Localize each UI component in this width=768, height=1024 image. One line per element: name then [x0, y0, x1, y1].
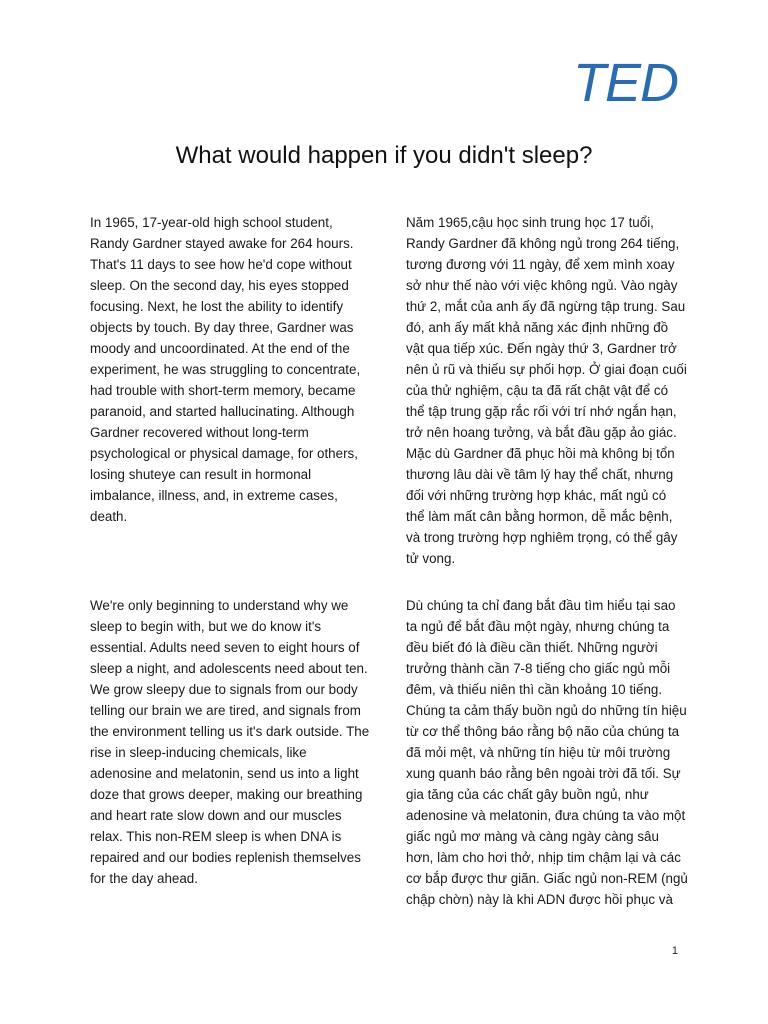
- vietnamese-paragraph-2: [406, 595, 688, 910]
- english-paragraph-1-text: In 1965, 17-year-old high school student, Randy Gardner stayed awake for 264 hours. That's 11 days to see how he'd cope without sleep. On the second day, his eyes stopped focusing. Next, he lost the ability to identify objects by touch. By day three, Gardner was moody and uncoordinated. At the end of the experiment, he was struggling to concentrate, had trouble with short-term memory, became paranoid, and started hallucinating. Although Gardner recovered without long-term psychological or physical damage, for others, losing shuteye can result in hormonal imbalance, illness, and, in extreme cases, death.: [90, 215, 361, 524]
- english-paragraph-1: [90, 212, 372, 527]
- document-title: What would happen if you didn't sleep?: [175, 142, 593, 169]
- ted-logo: TED: [573, 53, 678, 113]
- vietnamese-paragraph-2-text: Dù chúng ta chỉ đang bắt đầu tìm hiểu tại sao ta ngủ để bắt đầu một ngày, nhưng chúng ta đều biết đó là điều cần thiết. Những người trưởng thành cần 7-8 tiếng cho giấc ngủ mỗi đêm, và thiếu niên thì cần khoảng 10 tiếng. Chúng ta cảm thấy buồn ngủ do những tín hiệu từ cơ thể thông báo rằng bộ não của chúng ta đã mỏi mệt, và những tín hiệu từ môi trường xung quanh báo rằng bên ngoài trời đã tối. Sự gia tăng của các chất gây buồn ngủ, như adenosine và melatonin, đưa chúng ta vào một giấc ngủ mơ màng và càng ngày càng sâu hơn, làm cho hơi thở, nhịp tim chậm lại và các cơ bắp được thư giãn. Giấc ngủ non-REM (ngủ chập chờn) này là khi ADN được hồi phục và: [406, 598, 688, 907]
- vietnamese-paragraph-1-text: Năm 1965,cậu học sinh trung học 17 tuổi, Randy Gardner đã không ngủ trong 264 tiếng, tương đương với 11 ngày, để xem mình xoay sở như thế nào với việc không ngủ. Vào ngày thứ 2, mắt của anh ấy đã ngừng tập trung. Sau đó, anh ấy mất khả năng xác định những đồ vật qua tiếp xúc. Đến ngày thứ 3, Gardner trở nên ủ rũ và thiếu sự phối hợp. Ở giai đoạn cuối của thử nghiệm, cậu ta đã rất chật vật để có thể tập trung gặp rắc rối với trí nhớ ngắn hạn, trở nên hoang tưởng, và bắt đầu gặp ảo giác. Mặc dù Gardner đã phục hồi mà không bị tổn thương lâu dài về tâm lý hay thể chất, nhưng đối với những trường hợp khác, mất ngủ có thể làm mất cân bằng hormon, dễ mắc bệnh, và trong trường hợp nghiêm trọng, có thể gây tử vong.: [406, 215, 687, 566]
- vietnamese-paragraph-1: [406, 212, 688, 569]
- english-paragraph-2-text: We're only beginning to understand why we sleep to begin with, but we do know it's essential. Adults need seven to eight hours of sleep a night, and adolescents need about ten. We grow sleepy due to signals from our body telling our brain we are tired, and signals from the environment telling us it's dark outside. The rise in sleep-inducing chemicals, like adenosine and melatonin, send us into a light doze that grows deeper, making our breathing and heart rate slow down and our muscles relax. This non-REM sleep is when DNA is repaired and our bodies replenish themselves for the day ahead.: [90, 598, 370, 886]
- english-paragraph-2: [90, 595, 372, 889]
- page-number: 1: [671, 945, 678, 957]
